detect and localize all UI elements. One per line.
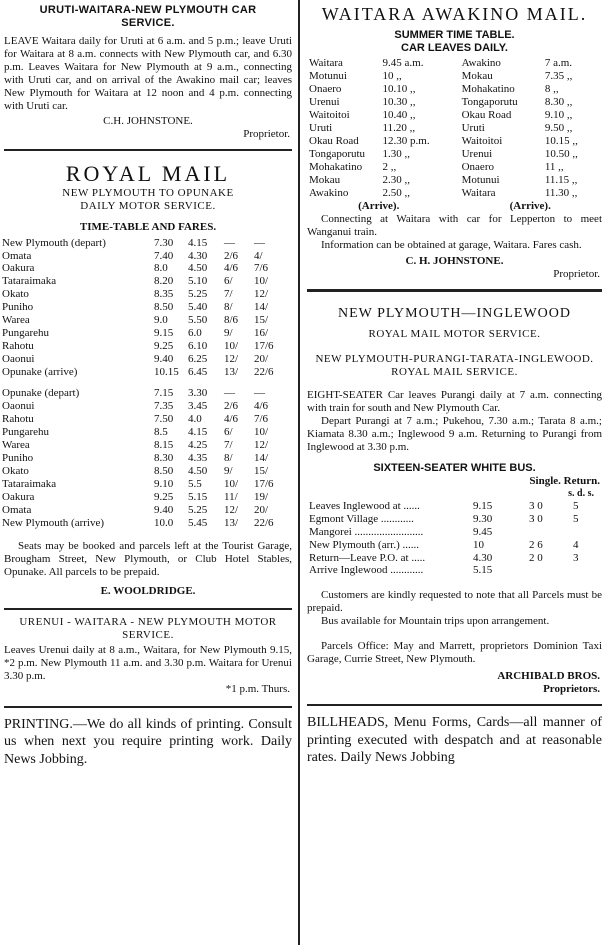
table-cell: 9.40 <box>154 353 174 366</box>
royal-sub2: DAILY MOTOR SERVICE. <box>80 199 216 212</box>
table-cell: 9.10 <box>154 477 174 490</box>
table-cell: Uruti <box>309 122 333 135</box>
table-cell: Waitoitoi <box>309 109 350 122</box>
awakino-arrive-row <box>303 200 606 213</box>
table-cell: 9.45 a.m. <box>382 57 424 70</box>
table-cell: 5.10 <box>188 275 208 288</box>
table-cell: 10/ <box>224 477 239 490</box>
table-cell: — <box>224 236 235 249</box>
table-row <box>307 57 606 70</box>
table-cell: — <box>224 387 235 400</box>
royal-title: ROYAL MAIL <box>65 160 231 186</box>
table-row <box>307 83 606 96</box>
table-cell: 7.40 <box>154 249 174 262</box>
divider <box>307 289 602 292</box>
table-cell: 5.25 <box>188 503 208 516</box>
table-cell: Onaero <box>461 160 494 173</box>
table-cell: 5.45 <box>188 516 208 529</box>
table-cell: 3 0 <box>529 499 543 512</box>
table-cell: Okau Road <box>461 109 512 122</box>
table-cell: 11/ <box>224 490 238 503</box>
table-cell: New Plymouth (depart) <box>2 236 106 249</box>
table-row <box>0 314 282 327</box>
table-cell: 13/ <box>224 516 239 529</box>
table-row <box>0 340 282 353</box>
archibald-role: Proprietors. <box>543 683 600 696</box>
fare-units: s. d. s. <box>568 487 594 499</box>
awakino-name: C. H. JOHNSTONE. <box>405 254 504 267</box>
inglewood-ad <box>303 306 606 697</box>
table-cell: 3 0 <box>529 512 543 525</box>
table-cell: Mokau <box>309 173 341 186</box>
table-cell: 17/6 <box>254 340 274 353</box>
table-row <box>0 237 282 250</box>
table-row <box>0 452 282 465</box>
table-row <box>307 564 605 577</box>
table-row <box>0 275 282 288</box>
table-cell: 9.0 <box>154 314 168 327</box>
table-cell: 3 <box>573 551 579 564</box>
awakino-note2: Information can be obtained at garage, Waitara. Fares cash. <box>321 238 582 251</box>
table-cell: Urenui <box>309 96 340 109</box>
purangi-title: NEW PLYMOUTH-PURANGI-TARATA-INGLEWOOD. <box>315 353 594 366</box>
table-cell: 22/6 <box>254 516 274 529</box>
table-row <box>0 491 282 504</box>
table-cell: 2 6 <box>529 538 543 551</box>
table-cell: 10/ <box>254 426 269 439</box>
table-cell: Waitoitoi <box>461 134 503 147</box>
table-cell: 11.15 ,, <box>544 173 578 186</box>
table-cell: 6.10 <box>188 340 208 353</box>
table-cell: Onaero <box>309 83 342 96</box>
table-cell: 5.50 <box>188 314 208 327</box>
awakino-note1: Connecting at Waitara with car for Lepperton to meet Wanganui train. <box>307 212 602 238</box>
table-cell: Okau Road <box>309 134 359 147</box>
table-cell: 9.30 <box>473 512 493 525</box>
table-cell: 22/6 <box>254 366 274 379</box>
table-cell: 11 ,, <box>544 160 564 173</box>
table-cell: — <box>254 387 265 400</box>
table-cell: 3.45 <box>188 400 208 413</box>
table-cell: 12/ <box>254 439 269 452</box>
awakino-role: Proprietor. <box>553 267 600 280</box>
table-cell: Oaonui <box>2 400 35 413</box>
table-cell: 8.30 ,, <box>544 96 573 109</box>
table-cell: 7.35 <box>154 400 174 413</box>
bus-table <box>307 500 605 578</box>
table-cell: 6.25 <box>188 353 208 366</box>
table-cell: 8.5 <box>154 426 168 439</box>
table-row <box>0 288 282 301</box>
table-cell: Mohakatino <box>309 160 363 173</box>
purangi-body: EIGHT-SEATER Car leaves Purangi daily at 7 a.m. connecting with train for south and New Plymouth Car. <box>307 389 602 415</box>
awakino-table <box>307 57 606 200</box>
table-cell: 10.10 ,, <box>382 83 416 96</box>
urenui-body: Leaves Urenui daily at 8 a.m., Waitara, for New Plymouth 9.15, *2 p.m. New Plymouth 11 a.m. and 3.30 p.m. Waitara for Urenui 3.30 p.m. <box>4 643 292 682</box>
table-cell: Awakino <box>461 57 501 70</box>
table-cell: 15/ <box>254 314 269 327</box>
table-cell <box>571 564 605 577</box>
table-cell: Waitara <box>461 186 496 199</box>
fare-header: Single. Return. <box>529 474 600 487</box>
awakino-arrive-right: (Arrive). <box>509 199 551 212</box>
purangi-sub: ROYAL MAIL SERVICE. <box>391 366 518 379</box>
table-cell: Arrive Inglewood ............ <box>309 564 424 577</box>
table-cell: 6/ <box>224 426 233 439</box>
table-cell: 10.0 <box>154 516 174 529</box>
table-cell: Pungarehu <box>2 426 50 439</box>
table-row <box>0 478 282 491</box>
table-row <box>307 539 605 552</box>
table-cell: 14/ <box>254 301 269 314</box>
awakino-arrive-left: (Arrive). <box>358 199 400 212</box>
table-cell: 4.50 <box>188 465 208 478</box>
table-cell: Puniho <box>2 452 34 465</box>
table-row <box>307 552 605 565</box>
table-cell: 7.50 <box>154 413 174 426</box>
table-cell: Pungarehu <box>2 327 50 340</box>
table-cell: 12/ <box>224 503 239 516</box>
table-row <box>307 526 605 539</box>
table-cell: 4 <box>573 538 579 551</box>
table-cell: 12/ <box>224 353 239 366</box>
table-cell: 4.30 <box>473 551 493 564</box>
table-row <box>307 148 606 161</box>
table-cell: Waitara <box>309 57 343 70</box>
table-cell: 9.15 <box>473 499 493 512</box>
uruti-role: Proprietor. <box>243 127 290 140</box>
table-cell: Omata <box>2 249 32 262</box>
royal-note: Seats may be booked and parcels left at the Tourist Garage, Brougham Street, New Plymouth, or Club Hotel Stables, Opunake. All parcels to be prepaid. <box>4 539 292 578</box>
table-cell: 10.30 ,, <box>382 96 416 109</box>
table-cell: — <box>254 236 265 249</box>
table-row <box>307 70 606 83</box>
table-cell: 5.25 <box>188 288 208 301</box>
table-cell: 15/ <box>254 465 269 478</box>
table-cell: 20/ <box>254 503 269 516</box>
table-cell: 19/ <box>254 490 269 503</box>
table-row <box>307 135 606 148</box>
table-cell: 4.15 <box>188 236 208 249</box>
table-row <box>0 465 282 478</box>
awakino-title: WAITARA AWAKINO MAIL. <box>321 4 588 24</box>
table-cell: 2 ,, <box>382 160 397 173</box>
royal-name: E. WOOLDRIDGE. <box>100 584 196 597</box>
uruti-name: C.H. JOHNSTONE. <box>103 114 193 127</box>
table-cell: 9.15 <box>154 327 174 340</box>
table-cell: 5.5 <box>188 477 202 490</box>
table-row <box>0 387 282 400</box>
divider <box>4 608 292 610</box>
table-cell: 7/6 <box>254 262 269 275</box>
table-cell: Motunui <box>309 70 347 83</box>
table-cell: 3.30 <box>188 387 208 400</box>
table-cell: 11.20 ,, <box>382 122 416 135</box>
table-row <box>307 513 605 526</box>
table-cell: 9.40 <box>154 503 174 516</box>
table-cell: 8/ <box>224 452 233 465</box>
archibald-name: ARCHIBALD BROS. <box>497 670 600 683</box>
table-cell: Egmont Village ............ <box>309 512 414 525</box>
table-cell: 9.10 ,, <box>544 109 573 122</box>
table-cell: 7/ <box>224 288 233 301</box>
table-cell: Oakura <box>2 262 35 275</box>
awakino-sub2: CAR LEAVES DAILY. <box>401 42 508 55</box>
table-cell: 7 a.m. <box>544 57 573 70</box>
table-cell: 16/ <box>254 327 269 340</box>
table-cell: 10 <box>473 538 484 551</box>
table-cell: 6.45 <box>188 366 208 379</box>
urenui-title: URENUI - WAITARA - NEW PLYMOUTH MOTOR SERVICE. <box>19 615 277 641</box>
table-cell: Rahotu <box>2 413 34 426</box>
table-cell: 6/ <box>224 275 233 288</box>
inglewood-sub: ROYAL MAIL MOTOR SERVICE. <box>368 328 541 341</box>
table-row <box>0 413 282 426</box>
divider <box>4 149 292 151</box>
royal-table-return <box>0 387 282 530</box>
table-cell: 5.40 <box>188 301 208 314</box>
table-cell: Uruti <box>461 122 485 135</box>
table-row <box>0 439 282 452</box>
printing-ad: PRINTING.—We do all kinds of printing. Consult us when next you require printing work. Daily News Jobbing. <box>4 716 292 767</box>
table-cell: 8.15 <box>154 439 174 452</box>
table-cell: 10.40 ,, <box>382 109 416 122</box>
purangi-body2: Depart Purangi at 7 a.m.; Pukehou, 7.30 a.m.; Tarata 8 a.m.; Kiamata 8.30 a.m.; Inglewood 9 a.m. Returning to Purangi from Inglewood at 3.30 p.m. <box>307 415 602 453</box>
bus-note2: Bus available for Mountain trips upon arrangement. <box>321 615 550 628</box>
table-cell: 1.30 ,, <box>382 147 411 160</box>
table-cell: 7.35 ,, <box>544 70 573 83</box>
table-cell: 5 <box>573 512 579 525</box>
table-cell: 12/ <box>254 288 269 301</box>
urenui-ad <box>0 616 296 696</box>
table-row <box>0 366 282 379</box>
table-row <box>307 174 606 187</box>
awakino-ad <box>303 0 606 281</box>
table-cell: Rahotu <box>2 340 34 353</box>
table-cell: Puniho <box>2 301 34 314</box>
table-cell: Okato <box>2 465 29 478</box>
divider <box>307 704 602 706</box>
table-cell: 4.25 <box>188 439 208 452</box>
royal-timetable-title: TIME-TABLE AND FARES. <box>79 220 217 233</box>
table-cell: 8.50 <box>154 301 174 314</box>
table-cell: 7/6 <box>254 413 269 426</box>
table-cell: 2.50 ,, <box>382 186 411 199</box>
awakino-sub1: SUMMER TIME TABLE. <box>394 29 515 42</box>
table-cell: 8.30 <box>154 452 174 465</box>
table-cell: 8/ <box>224 301 233 314</box>
table-cell: 7.30 <box>154 236 174 249</box>
royal-mail-ad <box>0 161 296 598</box>
table-row <box>307 187 606 200</box>
billheads-ad: BILLHEADS, Menu Forms, Cards—all manner of printing executed with despatch and at reasonable rates. Daily News Jobbing <box>307 715 602 766</box>
table-cell: 14/ <box>254 452 269 465</box>
urenui-foot: *1 p.m. Thurs. <box>225 682 290 695</box>
table-cell: 5.15 <box>188 490 208 503</box>
table-cell: Leaves Inglewood at ...... <box>309 499 420 512</box>
table-cell: Mohakatino <box>461 83 515 96</box>
table-row <box>307 122 606 135</box>
table-cell: 9.25 <box>154 490 174 503</box>
table-cell: 10 ,, <box>382 70 402 83</box>
table-cell: 8.35 <box>154 288 174 301</box>
table-cell: 4.30 <box>188 249 208 262</box>
table-cell: 9/ <box>224 327 233 340</box>
table-cell: Motunui <box>461 173 500 186</box>
table-cell: Opunake (depart) <box>2 387 80 400</box>
table-cell: 8.50 <box>154 465 174 478</box>
table-cell: Warea <box>2 314 30 327</box>
table-cell: Tongaporutu <box>461 96 518 109</box>
table-row <box>0 426 282 439</box>
table-cell: 4.0 <box>188 413 202 426</box>
table-cell: Tongaporutu <box>309 147 366 160</box>
table-cell: 20/ <box>254 353 269 366</box>
table-cell: 9.25 <box>154 340 174 353</box>
table-cell: 8/6 <box>224 314 239 327</box>
table-cell: Awakino <box>309 186 349 199</box>
table-cell: 4/6 <box>224 262 239 275</box>
table-cell: Omata <box>2 503 32 516</box>
table-cell: 5.15 <box>473 564 493 577</box>
table-cell: 2.30 ,, <box>382 173 411 186</box>
table-cell: 4/6 <box>254 400 269 413</box>
column-divider <box>298 0 300 945</box>
table-cell: 4.50 <box>188 262 208 275</box>
table-cell <box>527 564 571 577</box>
table-cell: 10.15 <box>154 366 179 379</box>
table-cell: New Plymouth (arrive) <box>2 516 105 529</box>
inglewood-title: NEW PLYMOUTH—INGLEWOOD <box>337 305 572 321</box>
bus-note: Customers are kindly requested to note that all Parcels must be prepaid. <box>307 589 602 615</box>
table-cell: Oaonui <box>2 353 35 366</box>
royal-table-outbound <box>0 237 282 380</box>
table-cell: 4/6 <box>224 413 239 426</box>
table-row <box>0 400 282 413</box>
right-column <box>303 0 606 767</box>
uruti-body: LEAVE Waitara daily for Uruti at 6 a.m. and 5 p.m.; leave Uruti for Waitara at 8 a.m. connects with New Plymouth car, and 6.30 p.m. Leaves Waitara for New Plymouth at 9 a.m., connecting with Uruti car, and on arrival of the Awakino mail car; leaves New Plymouth for Waitara at 12 noon and 4 p.m. connecting with Uruti car. <box>4 34 292 112</box>
table-cell: 8 ,, <box>544 83 559 96</box>
table-cell: 9/ <box>224 465 233 478</box>
table-cell: 6.0 <box>188 327 202 340</box>
table-cell: 9.45 <box>473 525 493 538</box>
table-cell: 13/ <box>224 366 239 379</box>
table-cell: Opunake (arrive) <box>2 366 78 379</box>
table-cell: 17/6 <box>254 477 274 490</box>
uruti-ad <box>0 0 296 141</box>
table-cell: 5 <box>573 499 579 512</box>
table-cell: New Plymouth (arr.) ...... <box>309 538 419 551</box>
table-row <box>0 517 282 530</box>
table-row <box>0 301 282 314</box>
table-row <box>307 96 606 109</box>
table-row <box>0 504 282 517</box>
table-row <box>0 262 282 275</box>
table-row <box>0 353 282 366</box>
table-cell: 4.15 <box>188 426 208 439</box>
table-cell: Okato <box>2 288 29 301</box>
table-cell: 8.0 <box>154 262 168 275</box>
table-cell: 2/6 <box>224 400 239 413</box>
table-cell: Mangorei ......................... <box>309 525 424 538</box>
table-cell: 7.15 <box>154 387 174 400</box>
table-cell: Tataraimaka <box>2 275 57 288</box>
parcels-office: Parcels Office: May and Marrett, proprietors Dominion Taxi Garage, Currie Street, New Plymouth. <box>307 640 602 666</box>
table-cell: 2/6 <box>224 249 239 262</box>
table-cell: 2 0 <box>529 551 543 564</box>
table-cell <box>527 526 571 539</box>
table-cell: Warea <box>2 439 30 452</box>
table-row <box>0 327 282 340</box>
table-cell: 11.30 ,, <box>544 186 578 199</box>
bus-title: SIXTEEN-SEATER WHITE BUS. <box>373 461 536 474</box>
table-cell: Tataraimaka <box>2 477 57 490</box>
table-cell: 9.50 ,, <box>544 122 573 135</box>
left-column <box>0 0 296 768</box>
uruti-title: URUTI-WAITARA-NEW PLYMOUTH CAR SERVICE. <box>39 4 257 29</box>
table-cell: Urenui <box>461 147 493 160</box>
table-cell: 10.15 ,, <box>544 134 578 147</box>
table-cell: 10/ <box>254 275 269 288</box>
table-row <box>0 250 282 263</box>
table-cell: 10.50 ,, <box>544 147 578 160</box>
table-cell: 10/ <box>224 340 239 353</box>
table-cell: Oakura <box>2 490 35 503</box>
table-cell: 4.35 <box>188 452 208 465</box>
table-cell: 4/ <box>254 249 263 262</box>
table-row <box>307 109 606 122</box>
royal-sub1: NEW PLYMOUTH TO OPUNAKE <box>62 186 234 199</box>
divider <box>4 706 292 708</box>
table-cell: 12.30 p.m. <box>382 134 430 147</box>
table-row <box>307 500 605 513</box>
table-cell: Return—Leave P.O. at ..... <box>309 551 426 564</box>
table-cell: 8.20 <box>154 275 174 288</box>
table-cell: Mokau <box>461 70 493 83</box>
table-cell: 7/ <box>224 439 233 452</box>
table-cell <box>571 526 605 539</box>
table-row <box>307 161 606 174</box>
